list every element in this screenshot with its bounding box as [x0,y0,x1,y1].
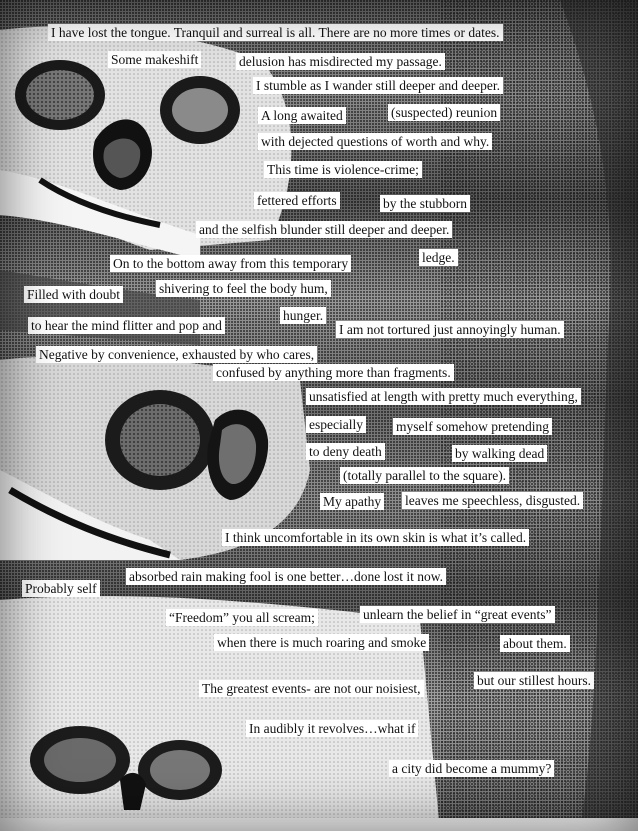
poem-line: especially [306,416,366,433]
poem-line: by the stubborn [380,195,470,212]
poem-line: by walking dead [452,445,547,462]
poem-line: shivering to feel the body hum, [156,280,331,297]
poem-line: about them. [500,635,570,652]
poem-line: and the selfish blunder still deeper and deeper. [196,221,452,238]
poem-line: In audibly it revolves…what if [246,720,418,737]
poem-line: hunger. [280,307,326,324]
poem-line: to deny death [306,443,385,460]
poem-line: Probably self [22,580,100,597]
poem-line: On to the bottom away from this temporary [110,255,351,272]
poem-line: My apathy [320,493,384,510]
poem-line: a city did become a mummy? [389,760,554,777]
poem-line: The greatest events- are not our noisiest, [199,680,424,697]
poem-line: I am not tortured just annoyingly human. [336,321,564,338]
poem-line: fettered efforts [254,192,340,209]
poem-line: absorbed rain making fool is one better…done lost it now. [126,568,446,585]
poem-line: Some makeshift [108,51,201,68]
poem-line: I stumble as I wander still deeper and deeper. [253,77,503,94]
poem-line: I think uncomfortable in its own skin is what it’s called. [222,529,529,546]
poem-line: (totally parallel to the square). [340,467,509,484]
poem-line: leaves me speechless, disgusted. [402,492,583,509]
poem-line: This time is violence-crime; [264,161,422,178]
poem-line: “Freedom” you all scream; [166,609,318,626]
poem-line: I have lost the tongue. Tranquil and surreal is all. There are no more times or dates. [48,24,503,41]
poem-line: when there is much roaring and smoke [214,634,429,651]
poem-line: (suspected) reunion [388,104,500,121]
poem-line: Negative by convenience, exhausted by who cares, [36,346,317,363]
poem-line: myself somehow pretending [393,418,552,435]
poem-line: unsatisfied at length with pretty much everything, [306,388,581,405]
poem-line: unlearn the belief in “great events” [360,606,555,623]
poem-line: A long awaited [258,107,346,124]
poem-line: confused by anything more than fragments. [213,364,454,381]
poem-line: Filled with doubt [24,286,123,303]
poem-line: delusion has misdirected my passage. [236,53,445,70]
poem-line: ledge. [419,249,458,266]
poem-line: but our stillest hours. [474,672,594,689]
poem-line: with dejected questions of worth and why. [258,133,492,150]
poem-line: to hear the mind flitter and pop and [28,317,225,334]
